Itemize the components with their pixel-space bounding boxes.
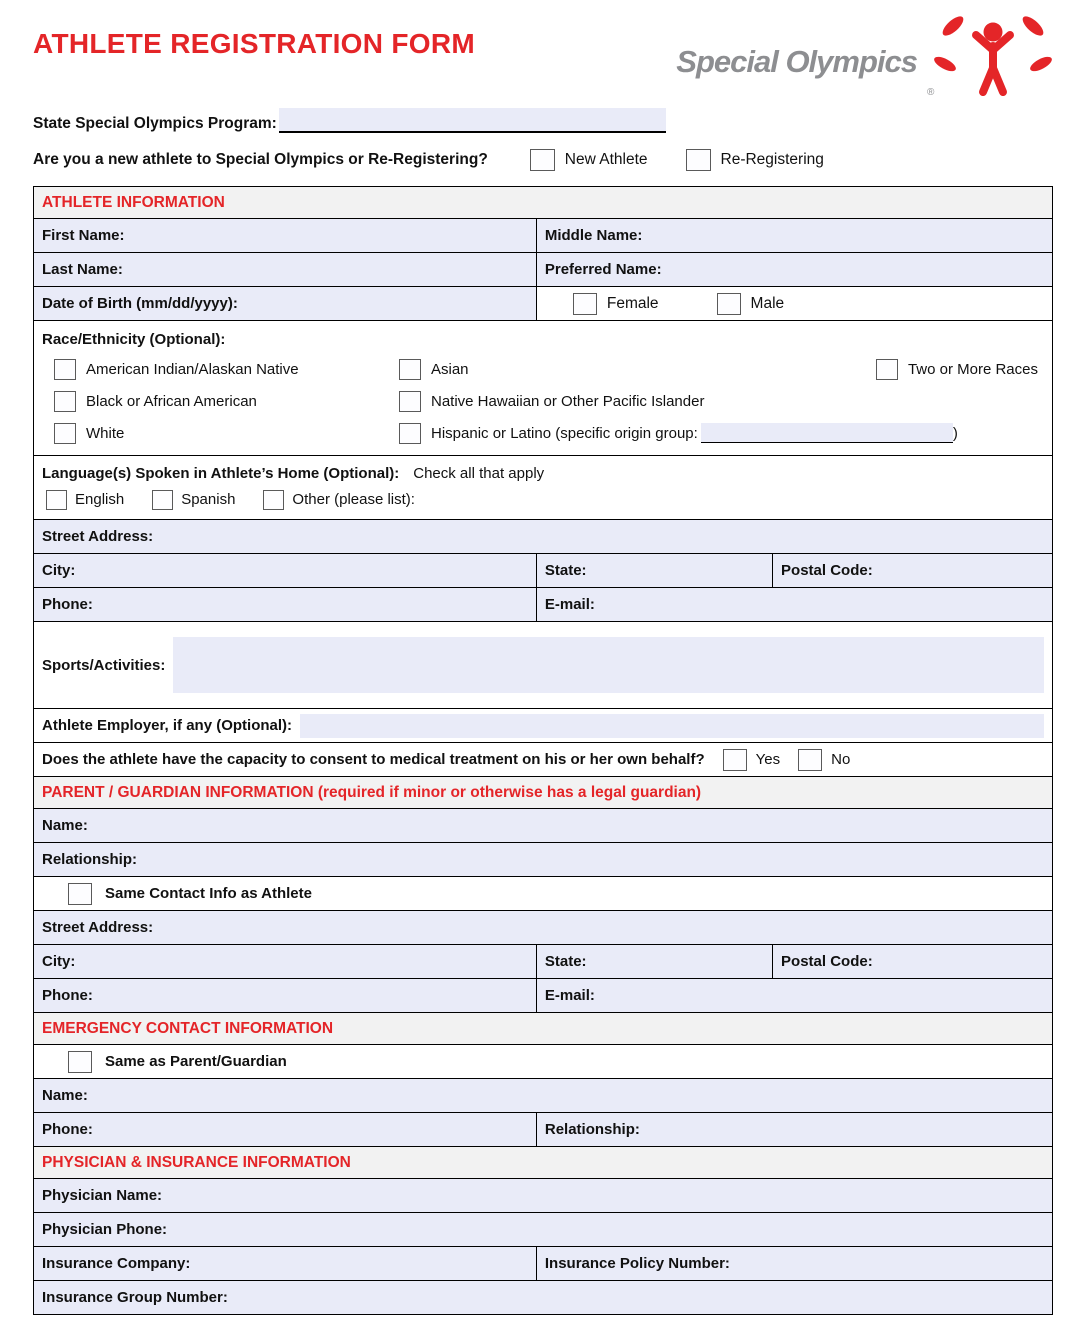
athlete-state-label: State: — [544, 562, 587, 579]
white-label: White — [86, 424, 125, 442]
other-language-label: Other (please list): — [292, 491, 415, 508]
same-as-parent-label: Same as Parent/Guardian — [105, 1053, 287, 1070]
emergency-section-header — [34, 1013, 1052, 1044]
language-option-english — [46, 490, 124, 510]
language-option-other — [263, 490, 415, 510]
physician-section-title: PHYSICIAN & INSURANCE INFORMATION — [42, 1153, 351, 1171]
parent-phone-label: Phone: — [42, 987, 93, 1004]
athlete-section-header-row — [34, 187, 1052, 218]
physician-name-row — [34, 1178, 1052, 1212]
logo-wordmark: Special Olympics — [676, 44, 917, 79]
same-as-parent-row — [34, 1044, 1052, 1078]
race-ethnicity-cell — [34, 321, 1052, 455]
sports-activities-row — [34, 621, 1052, 708]
hispanic-label-suffix: ) — [952, 424, 958, 442]
same-as-parent-cell — [34, 1045, 1052, 1078]
consent-no-checkbox[interactable] — [798, 749, 822, 771]
american-indian-checkbox[interactable] — [54, 359, 76, 380]
parent-email-field[interactable] — [536, 979, 1052, 1012]
first-name-field[interactable] — [34, 219, 536, 252]
insurance-policy-label: Insurance Policy Number: — [544, 1255, 730, 1272]
new-athlete-label: New Athlete — [564, 151, 648, 168]
athlete-phone-field[interactable] — [34, 588, 536, 621]
race-option-american-indian — [54, 359, 399, 380]
athlete-section-title: ATHLETE INFORMATION — [42, 193, 225, 211]
black-label: Black or African American — [86, 392, 257, 410]
registration-question: Are you a new athlete to Special Olympics or Re-Registering? — [33, 151, 488, 168]
emergency-relationship-field[interactable] — [536, 1113, 1052, 1146]
sports-activities-label: Sports/Activities: — [42, 656, 166, 674]
gender-cell — [536, 287, 1052, 320]
physician-name-field[interactable] — [34, 1179, 1052, 1212]
parent-relationship-row — [34, 842, 1052, 876]
pacific-islander-checkbox[interactable] — [399, 391, 421, 412]
special-olympics-logo-icon — [927, 6, 1053, 100]
re-registering-label: Re-Registering — [720, 151, 824, 168]
two-or-more-races-checkbox[interactable] — [876, 359, 898, 380]
sports-activities-cell — [34, 622, 1052, 708]
black-checkbox[interactable] — [54, 391, 76, 412]
athlete-postal-field[interactable] — [772, 554, 1052, 587]
consent-cell — [34, 743, 1052, 776]
first-name-label: First Name: — [42, 227, 125, 244]
employer-input[interactable] — [300, 714, 1044, 738]
other-language-checkbox[interactable] — [263, 490, 284, 510]
parent-city-label: City: — [42, 953, 76, 970]
sports-activities-input[interactable] — [173, 637, 1044, 693]
physician-name-label: Physician Name: — [42, 1187, 163, 1204]
language-note: Check all that apply — [413, 464, 545, 482]
insurance-group-field[interactable] — [34, 1281, 1052, 1314]
white-checkbox[interactable] — [54, 423, 76, 444]
athlete-city-row — [34, 553, 1052, 587]
race-ethnicity-row — [34, 320, 1052, 455]
athlete-section-header — [34, 187, 1052, 218]
two-or-more-races-label: Two or More Races — [907, 360, 1038, 378]
hispanic-origin-input[interactable] — [701, 423, 953, 443]
dob-field[interactable] — [34, 287, 536, 320]
english-checkbox[interactable] — [46, 490, 67, 510]
emergency-phone-label: Phone: — [42, 1121, 93, 1138]
program-input[interactable] — [279, 108, 666, 133]
new-athlete-checkbox[interactable] — [530, 149, 555, 171]
consent-no-label: No — [831, 751, 851, 768]
parent-section-header-row — [34, 776, 1052, 808]
parent-section-header — [34, 777, 1052, 808]
employer-label: Athlete Employer, if any (Optional): — [42, 717, 293, 734]
parent-street-label: Street Address: — [42, 919, 154, 936]
consent-yes-label: Yes — [755, 751, 781, 768]
consent-row — [34, 742, 1052, 776]
athlete-street-label: Street Address: — [42, 528, 154, 545]
same-contact-cell — [34, 877, 1052, 910]
employer-cell — [34, 709, 1052, 742]
parent-name-row — [34, 808, 1052, 842]
insurance-group-label: Insurance Group Number: — [42, 1289, 228, 1306]
parent-state-field[interactable] — [536, 945, 772, 978]
last-name-label: Last Name: — [42, 261, 123, 278]
race-option-white — [54, 423, 399, 444]
asian-checkbox[interactable] — [399, 359, 421, 380]
parent-postal-label: Postal Code: — [781, 953, 873, 970]
parent-state-label: State: — [544, 953, 587, 970]
page-header — [33, 4, 1053, 102]
emergency-phone-field[interactable] — [34, 1113, 536, 1146]
asian-label: Asian — [431, 360, 469, 378]
language-option-spanish — [152, 490, 235, 510]
insurance-group-row — [34, 1280, 1052, 1314]
female-label: Female — [606, 294, 659, 312]
parent-street-row — [34, 910, 1052, 944]
emergency-name-field[interactable] — [34, 1079, 1052, 1112]
insurance-company-field[interactable] — [34, 1247, 536, 1280]
language-cell — [34, 456, 1052, 519]
race-option-asian — [399, 359, 469, 380]
female-checkbox[interactable] — [573, 293, 597, 315]
emergency-name-label: Name: — [42, 1087, 88, 1104]
pacific-islander-label: Native Hawaiian or Other Pacific Islander — [431, 392, 705, 410]
race-option-pacific-islander — [399, 391, 704, 412]
parent-section-title: PARENT / GUARDIAN INFORMATION (required if minor or otherwise has a legal guardian) — [42, 783, 702, 801]
parent-phone-row — [34, 978, 1052, 1012]
athlete-street-row — [34, 519, 1052, 553]
athlete-city-label: City: — [42, 562, 76, 579]
physician-phone-row — [34, 1212, 1052, 1246]
same-contact-row — [34, 876, 1052, 910]
race-line-3 — [42, 417, 1044, 449]
program-label: State Special Olympics Program: — [33, 115, 277, 132]
race-option-two-or-more — [876, 359, 1038, 380]
same-contact-label: Same Contact Info as Athlete — [105, 885, 312, 902]
emergency-name-row — [34, 1078, 1052, 1112]
physician-section-header-row — [34, 1146, 1052, 1178]
physician-phone-label: Physician Phone: — [42, 1221, 168, 1238]
parent-relationship-label: Relationship: — [42, 851, 138, 868]
athlete-postal-label: Postal Code: — [781, 562, 873, 579]
page-title: ATHLETE REGISTRATION FORM — [33, 28, 475, 59]
athlete-email-label: E-mail: — [544, 596, 595, 613]
american-indian-label: American Indian/Alaskan Native — [86, 360, 299, 378]
dob-gender-row — [34, 286, 1052, 320]
race-option-hispanic — [399, 423, 958, 444]
parent-phone-field[interactable] — [34, 979, 536, 1012]
program-line — [33, 108, 1053, 133]
athlete-figure-icon — [933, 6, 1053, 100]
last-name-field[interactable] — [34, 253, 536, 286]
emergency-section-header-row — [34, 1012, 1052, 1044]
athlete-phone-label: Phone: — [42, 596, 93, 613]
preferred-name-field[interactable] — [536, 253, 1052, 286]
same-as-parent-checkbox[interactable] — [68, 1051, 92, 1073]
same-contact-checkbox[interactable] — [68, 883, 92, 905]
dob-label: Date of Birth (mm/dd/yyyy): — [42, 295, 238, 312]
physician-section-header — [34, 1147, 1052, 1178]
race-ethnicity-label: Race/Ethnicity (Optional): — [42, 330, 226, 348]
middle-name-label: Middle Name: — [544, 227, 643, 244]
special-olympics-logo — [676, 6, 1053, 100]
registration-form-table — [33, 186, 1053, 1315]
athlete-street-field[interactable] — [34, 520, 1052, 553]
male-checkbox[interactable] — [717, 293, 741, 315]
name-row — [34, 218, 1052, 252]
parent-city-field[interactable] — [34, 945, 536, 978]
spanish-label: Spanish — [181, 491, 236, 508]
parent-name-field[interactable] — [34, 809, 1052, 842]
emergency-phone-row — [34, 1112, 1052, 1146]
insurance-policy-field[interactable] — [536, 1247, 1052, 1280]
athlete-email-field[interactable] — [536, 588, 1052, 621]
registered-trademark: ® — [927, 87, 935, 98]
parent-street-field[interactable] — [34, 911, 1052, 944]
last-name-row — [34, 252, 1052, 286]
parent-postal-field[interactable] — [772, 945, 1052, 978]
registration-type-line — [33, 149, 1053, 171]
hispanic-checkbox[interactable] — [399, 423, 421, 444]
athlete-city-field[interactable] — [34, 554, 536, 587]
emergency-section-title: EMERGENCY CONTACT INFORMATION — [42, 1019, 334, 1037]
language-options — [42, 486, 1044, 513]
re-registering-checkbox[interactable] — [686, 149, 711, 171]
parent-city-row — [34, 944, 1052, 978]
insurance-company-label: Insurance Company: — [42, 1255, 191, 1272]
male-label: Male — [750, 294, 785, 312]
consent-yes-checkbox[interactable] — [723, 749, 747, 771]
parent-name-label: Name: — [42, 817, 88, 834]
language-row — [34, 455, 1052, 519]
english-label: English — [75, 491, 125, 508]
race-line-2 — [42, 385, 1044, 417]
language-label: Language(s) Spoken in Athlete’s Home (Optional): — [42, 464, 400, 482]
insurance-row — [34, 1246, 1052, 1280]
hispanic-label: Hispanic or Latino (specific origin group: — [431, 424, 698, 442]
spanish-checkbox[interactable] — [152, 490, 173, 510]
physician-phone-field[interactable] — [34, 1213, 1052, 1246]
preferred-name-label: Preferred Name: — [544, 261, 662, 278]
race-option-black — [54, 391, 399, 412]
emergency-relationship-label: Relationship: — [544, 1121, 640, 1138]
middle-name-field[interactable] — [536, 219, 1052, 252]
parent-email-label: E-mail: — [544, 987, 595, 1004]
parent-relationship-field[interactable] — [34, 843, 1052, 876]
consent-question-label: Does the athlete have the capacity to consent to medical treatment on his or her own behalf? — [42, 751, 705, 768]
athlete-phone-row — [34, 587, 1052, 621]
employer-row — [34, 708, 1052, 742]
athlete-state-field[interactable] — [536, 554, 772, 587]
race-line-1 — [42, 353, 1044, 385]
